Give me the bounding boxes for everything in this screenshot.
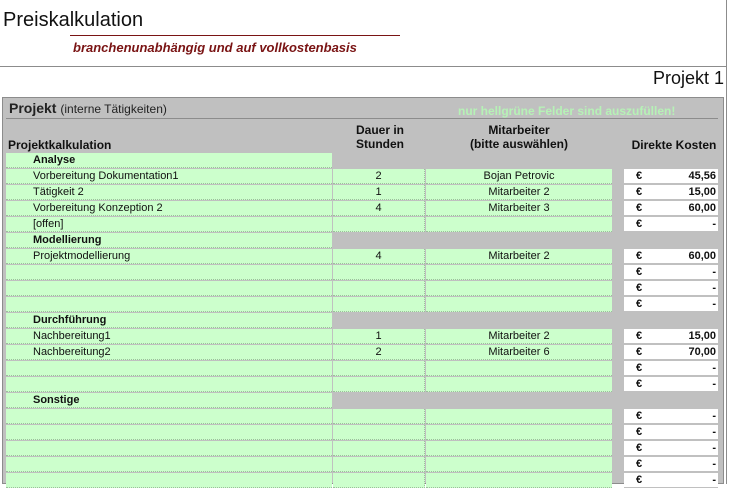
cost-amount: - [712, 362, 716, 374]
hours-cell[interactable] [333, 217, 425, 232]
currency-symbol: € [636, 346, 643, 358]
currency-symbol: € [636, 266, 643, 278]
hours-cell [333, 313, 425, 328]
cost-amount: 45,56 [688, 170, 716, 182]
column-header-mitarbeiter-line1: Mitarbeiter [488, 123, 550, 137]
task-name-cell[interactable] [6, 409, 332, 424]
table-row [6, 185, 720, 200]
staff-select-cell[interactable] [426, 297, 612, 312]
table-row [6, 169, 720, 184]
direct-cost-cell [624, 153, 718, 168]
staff-select-cell[interactable]: Bojan Petrovic [426, 169, 612, 184]
task-name-cell[interactable] [6, 265, 332, 280]
project-name-cell[interactable]: Projekt 1 [652, 68, 724, 88]
staff-select-cell [426, 393, 612, 408]
hours-cell[interactable]: 1 [333, 329, 425, 344]
hours-cell[interactable] [333, 473, 425, 488]
table-row [6, 409, 720, 424]
cost-amount: - [712, 474, 716, 486]
hours-cell [333, 153, 425, 168]
cost-amount: - [712, 426, 716, 438]
hours-cell[interactable]: 1 [333, 185, 425, 200]
task-name-cell[interactable] [6, 281, 332, 296]
staff-select-cell[interactable] [426, 425, 612, 440]
staff-select-cell[interactable] [426, 281, 612, 296]
hours-cell [333, 393, 425, 408]
section-row [6, 313, 720, 328]
section-name: Durchführung [6, 313, 332, 328]
task-name-cell[interactable] [6, 297, 332, 312]
direct-cost-cell [624, 281, 718, 296]
sheet-subtitle: branchenunabhängig und auf vollkostenbasis [73, 40, 357, 55]
hours-cell[interactable] [333, 457, 425, 472]
direct-cost-cell [624, 313, 718, 328]
table-row [6, 457, 720, 472]
column-gridline [726, 0, 727, 484]
currency-symbol: € [636, 202, 643, 214]
staff-select-cell[interactable] [426, 361, 612, 376]
currency-symbol: € [636, 330, 643, 342]
table-row [6, 425, 720, 440]
section-row [6, 393, 720, 408]
cost-amount: - [712, 410, 716, 422]
table-row [6, 201, 720, 216]
currency-symbol: € [636, 378, 643, 390]
direct-cost-cell [624, 265, 718, 280]
task-name-cell[interactable]: Vorbereitung Dokumentation1 [6, 169, 332, 184]
task-name-cell[interactable] [6, 457, 332, 472]
currency-symbol: € [636, 426, 643, 438]
table-row [6, 297, 720, 312]
staff-select-cell[interactable] [426, 441, 612, 456]
task-name-cell[interactable]: Nachbereitung2 [6, 345, 332, 360]
header-divider [0, 66, 726, 67]
cost-amount: - [712, 442, 716, 454]
hours-cell[interactable] [333, 377, 425, 392]
section-label: Projekt [9, 100, 57, 116]
section-row [6, 233, 720, 248]
task-name-cell[interactable] [6, 425, 332, 440]
table-row [6, 217, 720, 232]
staff-select-cell[interactable]: Mitarbeiter 2 [426, 185, 612, 200]
currency-symbol: € [636, 250, 643, 262]
section-label-suffix: (interne Tätigkeiten) [60, 102, 167, 116]
direct-cost-cell [624, 185, 718, 200]
staff-select-cell[interactable]: Mitarbeiter 6 [426, 345, 612, 360]
currency-symbol: € [636, 474, 643, 486]
direct-cost-cell [624, 233, 718, 248]
direct-cost-cell [624, 329, 718, 344]
column-header-mitarbeiter-line2: (bitte auswählen) [469, 137, 568, 151]
cost-amount: 70,00 [688, 346, 716, 358]
title-underline [70, 35, 400, 36]
staff-select-cell[interactable] [426, 377, 612, 392]
section-title [9, 100, 167, 116]
cost-amount: 60,00 [688, 250, 716, 262]
hours-cell[interactable]: 4 [333, 201, 425, 216]
currency-symbol: € [636, 218, 643, 230]
hours-cell[interactable]: 2 [333, 169, 425, 184]
currency-symbol: € [636, 282, 643, 294]
section-name: Modellierung [6, 233, 332, 248]
task-name-cell[interactable]: Vorbereitung Konzeption 2 [6, 201, 332, 216]
cost-amount: - [712, 282, 716, 294]
hours-cell[interactable] [333, 281, 425, 296]
hours-cell[interactable] [333, 409, 425, 424]
cost-amount: - [712, 298, 716, 310]
task-name-cell[interactable] [6, 473, 332, 488]
table-row [6, 441, 720, 456]
direct-cost-cell [624, 457, 718, 472]
cost-amount: 15,00 [688, 330, 716, 342]
table-row [6, 265, 720, 280]
table-row [6, 473, 720, 488]
cost-amount: 15,00 [688, 186, 716, 198]
direct-cost-cell [624, 201, 718, 216]
currency-symbol: € [636, 458, 643, 470]
currency-symbol: € [636, 362, 643, 374]
column-header-kalkulation: Projektkalkulation [8, 138, 112, 152]
section-divider [6, 118, 718, 119]
hours-cell[interactable] [333, 425, 425, 440]
staff-select-cell[interactable] [426, 217, 612, 232]
table-row [6, 361, 720, 376]
task-name-cell[interactable]: Tätigkeit 2 [6, 185, 332, 200]
direct-cost-cell [624, 297, 718, 312]
hours-cell[interactable]: 4 [333, 249, 425, 264]
section-row [6, 153, 720, 168]
staff-select-cell[interactable] [426, 409, 612, 424]
direct-cost-cell [624, 377, 718, 392]
currency-symbol: € [636, 410, 643, 422]
cost-amount: - [712, 378, 716, 390]
direct-cost-cell [624, 217, 718, 232]
task-name-cell[interactable] [6, 377, 332, 392]
task-name-cell[interactable]: Projektmodellierung [6, 249, 332, 264]
task-name-cell[interactable]: [offen] [6, 217, 332, 232]
table-row [6, 249, 720, 264]
table-row [6, 345, 720, 360]
table-row [6, 281, 720, 296]
task-name-cell[interactable] [6, 441, 332, 456]
direct-cost-cell [624, 393, 718, 408]
table-row [6, 329, 720, 344]
currency-symbol: € [636, 186, 643, 198]
hours-cell [333, 233, 425, 248]
currency-symbol: € [636, 298, 643, 310]
task-name-cell[interactable] [6, 361, 332, 376]
direct-cost-cell [624, 409, 718, 424]
direct-cost-cell [624, 441, 718, 456]
task-name-cell[interactable]: Nachbereitung1 [6, 329, 332, 344]
hours-cell[interactable]: 2 [333, 345, 425, 360]
table-row [6, 377, 720, 392]
staff-select-cell[interactable] [426, 473, 612, 488]
column-header-dauer [334, 123, 426, 151]
cost-amount: - [712, 266, 716, 278]
currency-symbol: € [636, 170, 643, 182]
staff-select-cell[interactable] [426, 457, 612, 472]
column-header-mitarbeiter [428, 123, 610, 151]
staff-select-cell[interactable] [426, 265, 612, 280]
cost-amount: - [712, 218, 716, 230]
hours-cell[interactable] [333, 361, 425, 376]
staff-select-cell [426, 233, 612, 248]
column-header-kosten: Direkte Kosten [631, 138, 717, 152]
hours-cell[interactable] [333, 265, 425, 280]
staff-select-cell[interactable]: Mitarbeiter 3 [426, 201, 612, 216]
direct-cost-cell [624, 345, 718, 360]
staff-select-cell [426, 153, 612, 168]
cost-amount: 60,00 [688, 202, 716, 214]
direct-cost-cell [624, 249, 718, 264]
staff-select-cell[interactable]: Mitarbeiter 2 [426, 329, 612, 344]
staff-select-cell [426, 313, 612, 328]
currency-symbol: € [636, 442, 643, 454]
column-header-dauer-line1: Dauer in [355, 123, 404, 137]
column-header-dauer-line2: Stunden [356, 137, 404, 151]
sheet-title: Preiskalkulation [3, 9, 144, 31]
staff-select-cell[interactable]: Mitarbeiter 2 [426, 249, 612, 264]
section-name: Analyse [6, 153, 332, 168]
hours-cell[interactable] [333, 297, 425, 312]
direct-cost-cell [624, 361, 718, 376]
input-hint-note: nur hellgrüne Felder sind auszufüllen! [458, 104, 676, 118]
hours-cell[interactable] [333, 441, 425, 456]
direct-cost-cell [624, 169, 718, 184]
direct-cost-cell [624, 473, 718, 488]
cost-amount: - [712, 458, 716, 470]
direct-cost-cell [624, 425, 718, 440]
section-name: Sonstige [6, 393, 332, 408]
